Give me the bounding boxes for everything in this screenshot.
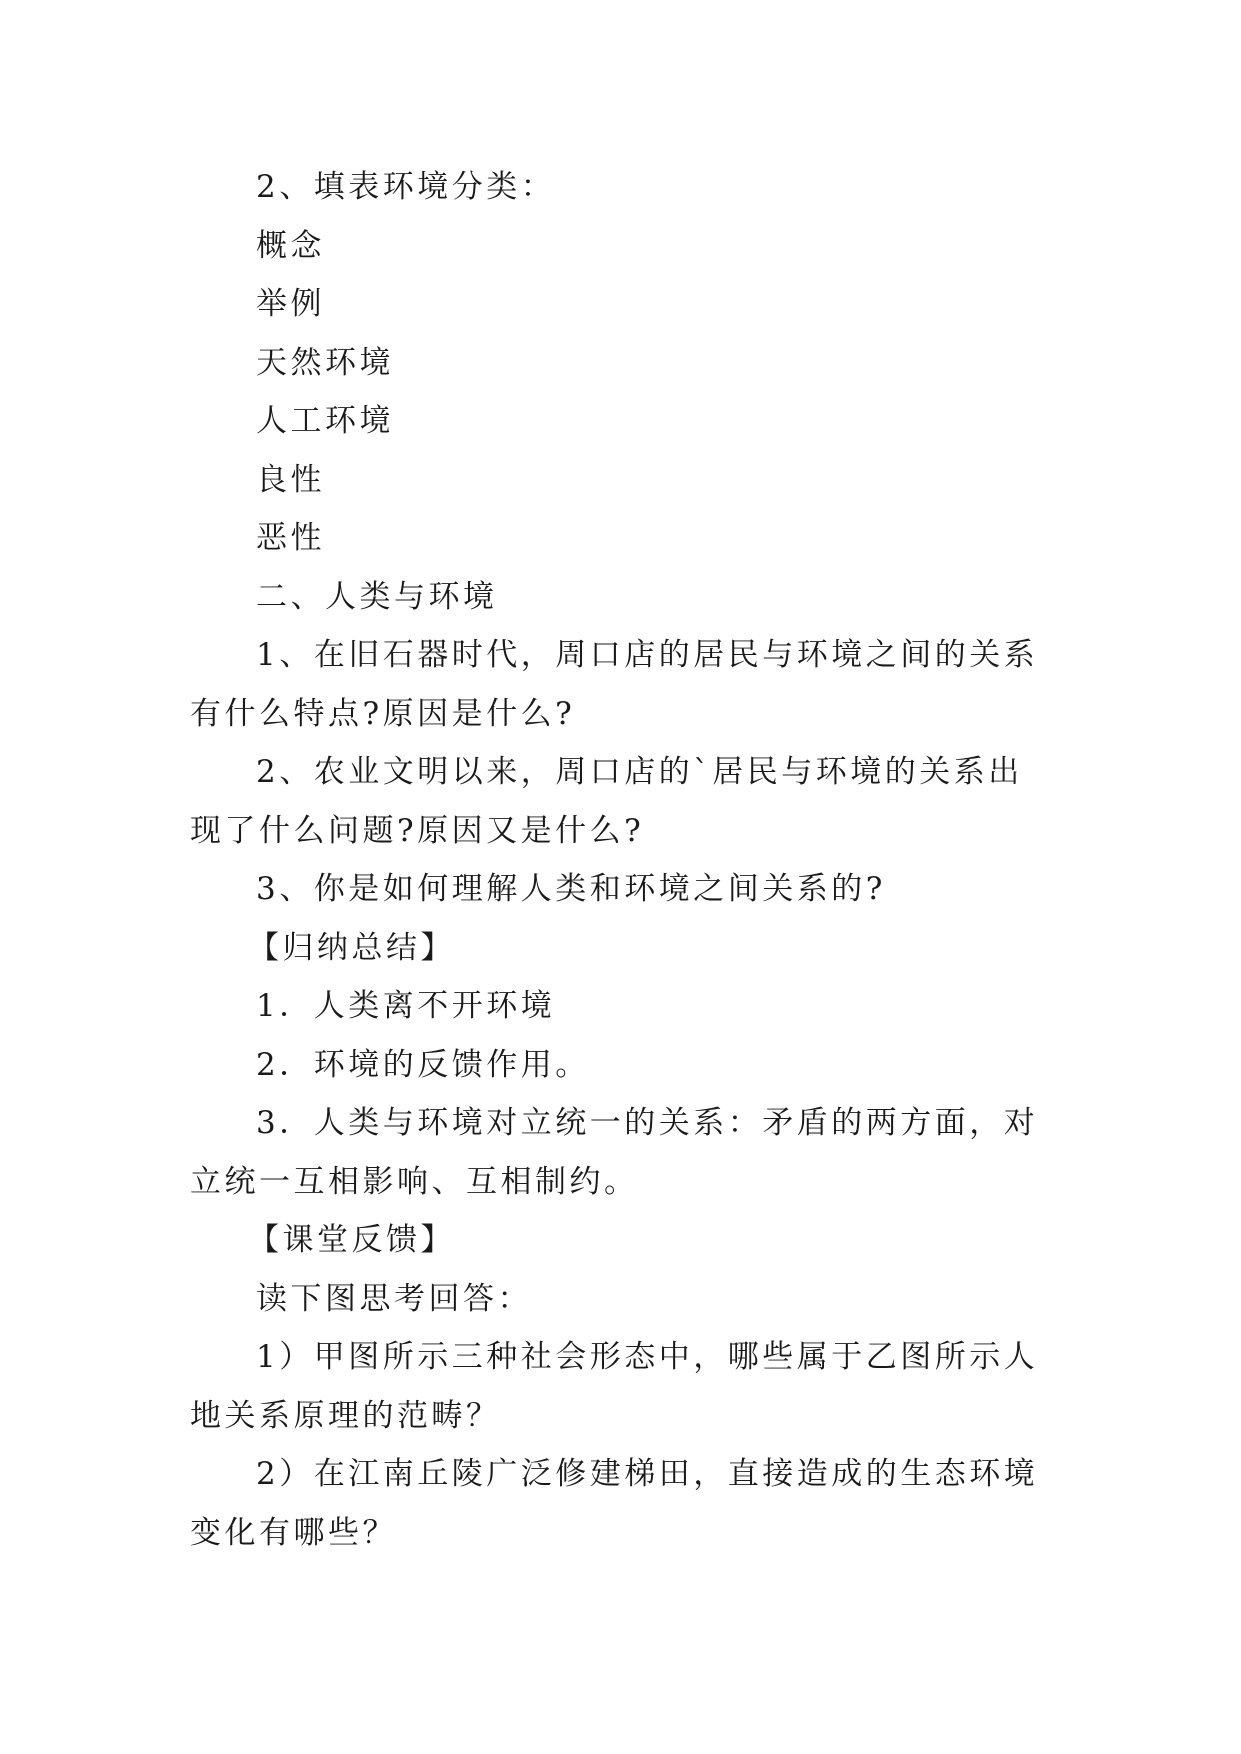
question-agricultural: 2、农业文明以来，周口店的`居民与环境的关系出现了什么问题?原因又是什么? xyxy=(190,754,1023,849)
paragraph-example: 举例 xyxy=(256,286,325,322)
summary-point-1: 1．人类离不开环境 xyxy=(256,988,556,1024)
paragraph-concept: 概念 xyxy=(256,227,325,264)
heading-summary: 【归纳总结】 xyxy=(248,929,455,966)
paragraph-malignant: 恶性 xyxy=(256,520,325,556)
summary-point-3: 3．人类与环境对立统一的关系：矛盾的两方面，对立统一互相影响、互相制约。 xyxy=(190,1105,1039,1200)
summary-point-2: 2．环境的反馈作用。 xyxy=(256,1046,590,1083)
paragraph-benign: 良性 xyxy=(256,461,325,498)
feedback-question-2: 2）在江南丘陵广泛修建梯田，直接造成的生态环境变化有哪些？ xyxy=(190,1456,1039,1551)
instruction-read-figure: 读下图思考回答： xyxy=(256,1280,532,1317)
paragraph-artificial-environment: 人工环境 xyxy=(256,403,394,439)
section-heading-human-environment: 二、人类与环境 xyxy=(256,578,498,615)
paragraph-natural-environment: 天然环境 xyxy=(256,344,394,381)
paragraph-table-heading: 2、填表环境分类： xyxy=(256,169,556,205)
question-paleolithic: 1、在旧石器时代，周口店的居民与环境之间的关系有什么特点?原因是什么? xyxy=(190,637,1039,732)
feedback-question-1: 1）甲图所示三种社会形态中，哪些属于乙图所示人地关系原理的范畴？ xyxy=(190,1339,1039,1434)
heading-class-feedback: 【课堂反馈】 xyxy=(248,1222,455,1258)
question-understanding: 3、你是如何理解人类和环境之间关系的? xyxy=(256,871,886,907)
document-body xyxy=(190,158,1052,1562)
